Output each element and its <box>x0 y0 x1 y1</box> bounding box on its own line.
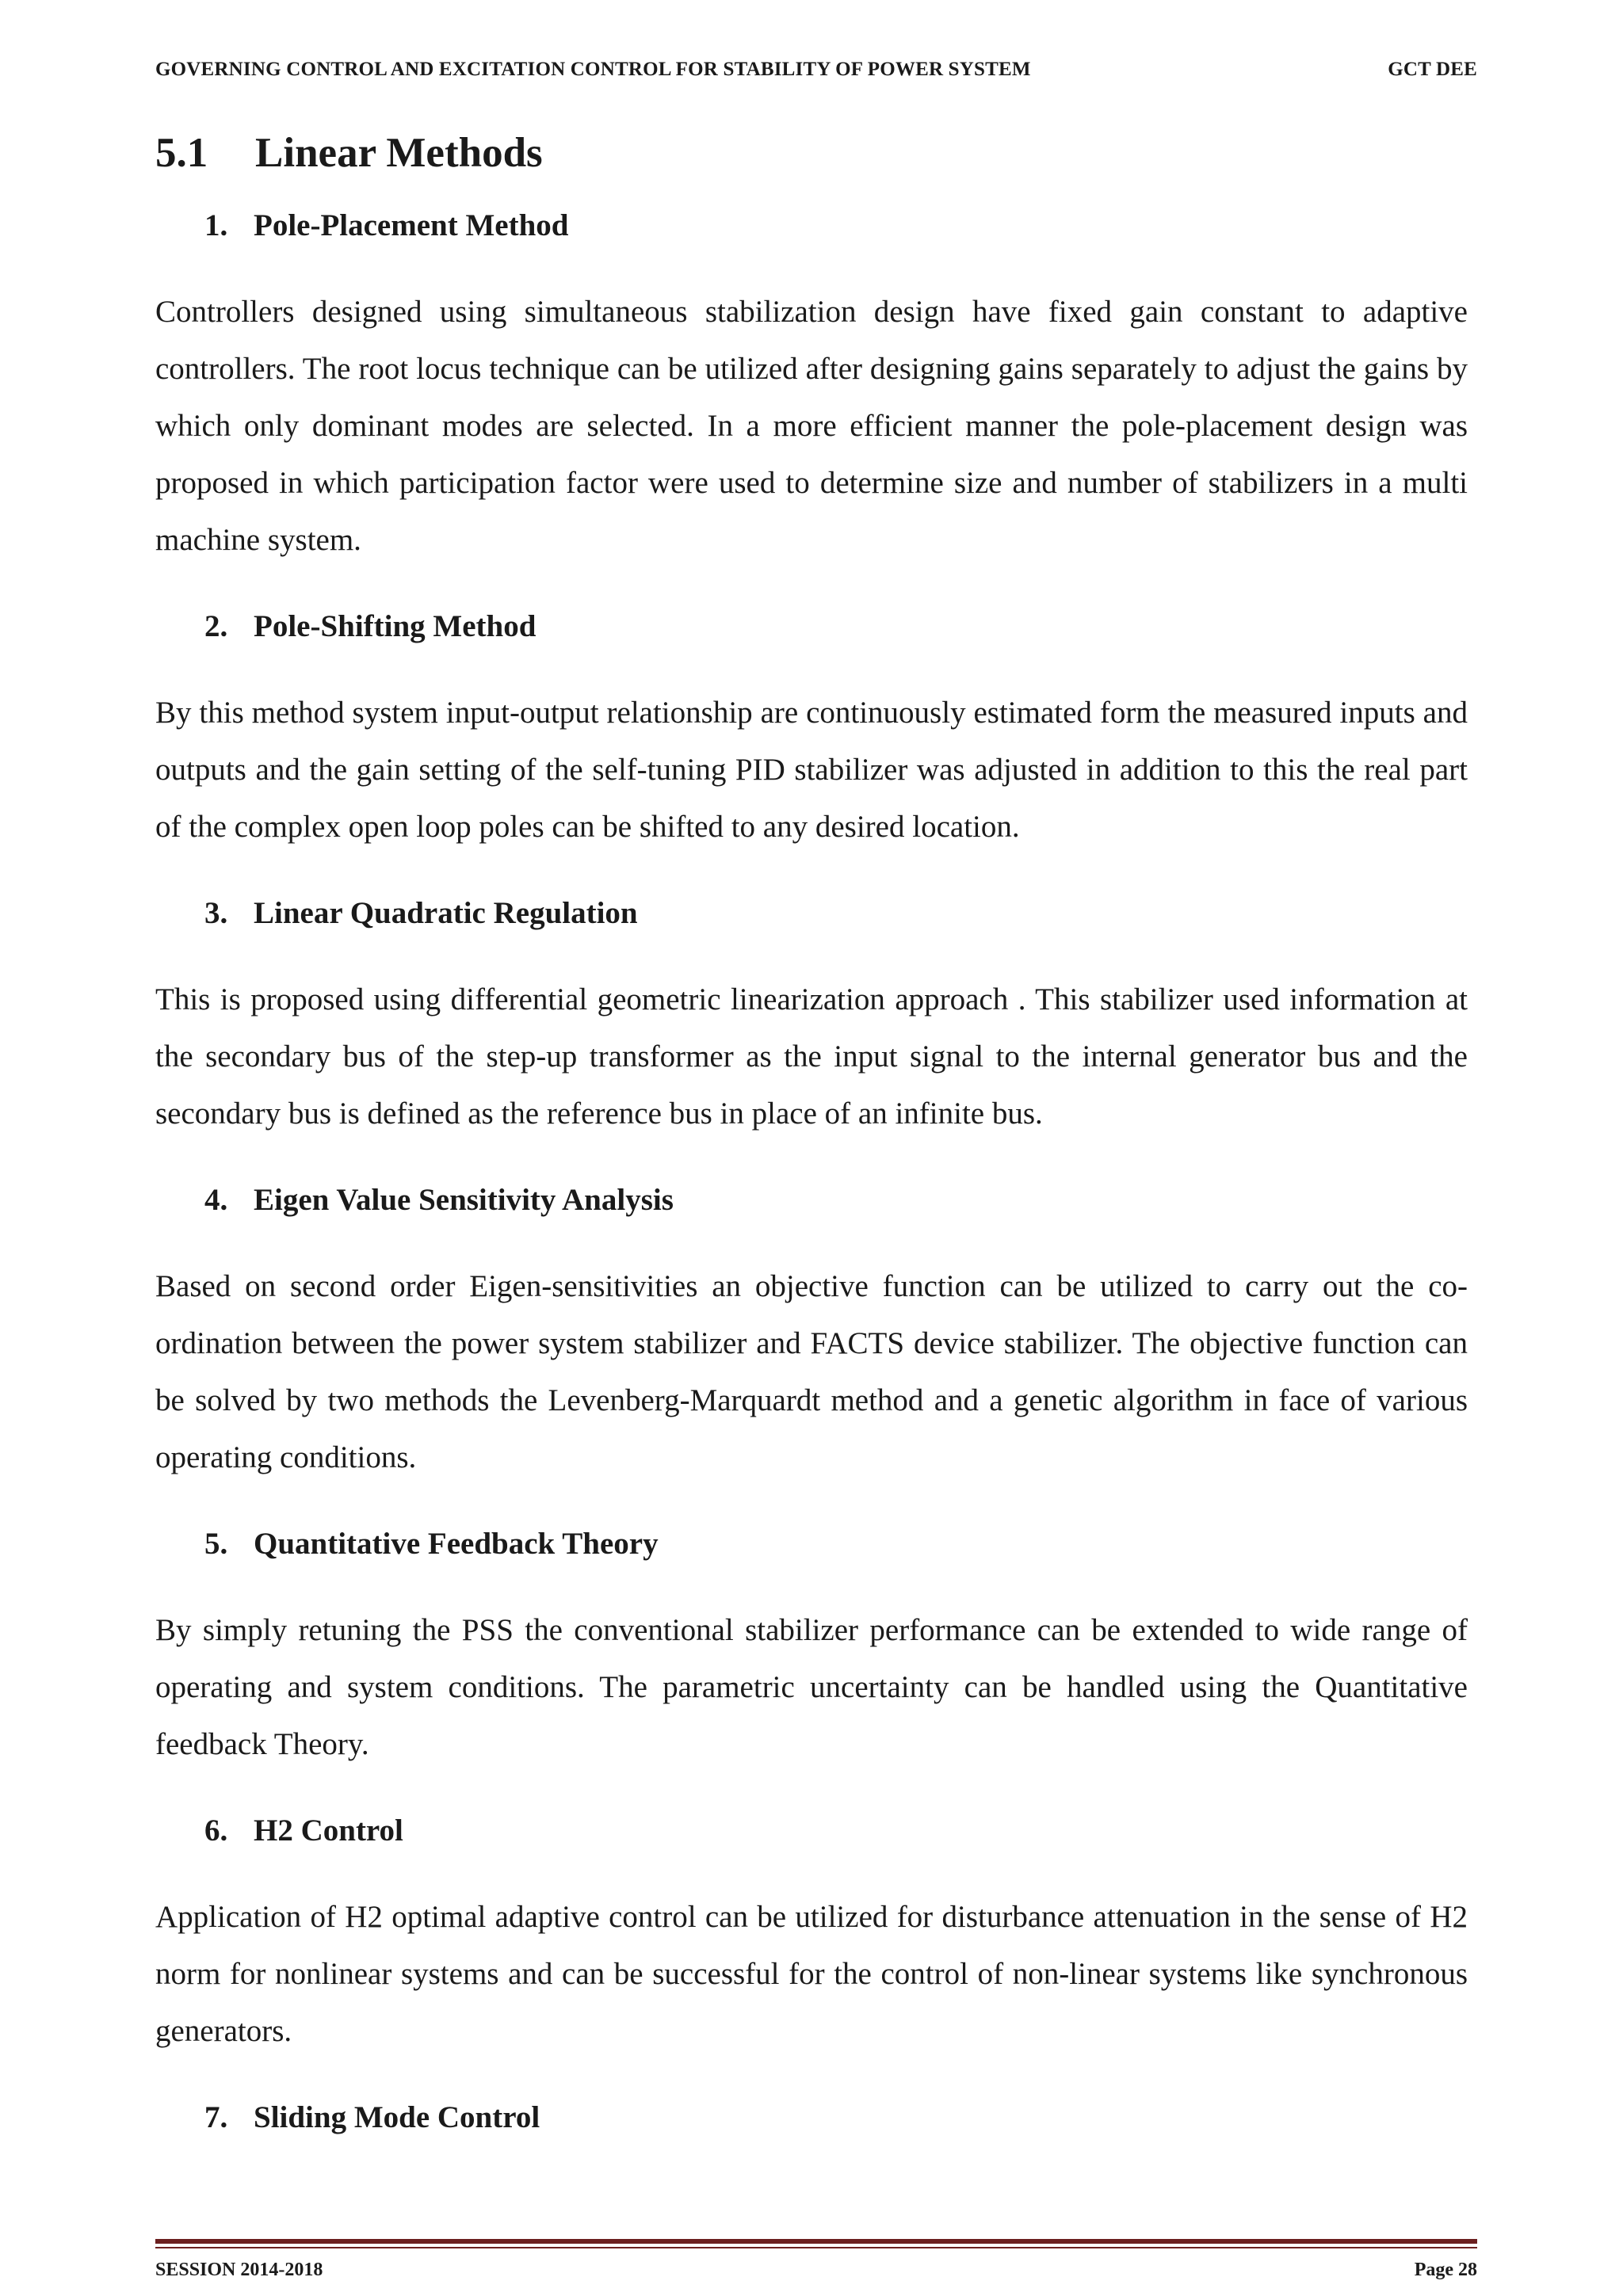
subsection-pole-placement <box>155 203 1468 569</box>
subsection-paragraph: This is proposed using differential geometric linearization approach . This stabilizer used information at the secondary bus of the step-up transformer as the input signal to the internal generator bus and the secondary bus is defined as the reference bus in place of an infinite bus. <box>155 982 1468 1131</box>
subsection-number: 2. <box>204 609 228 643</box>
subsection-heading <box>155 1177 1468 1223</box>
footer-divider-thick <box>155 2239 1477 2244</box>
subsection-title: Sliding Mode Control <box>254 2100 540 2134</box>
subsection-h2-control <box>155 1808 1468 2060</box>
subsection-title: Linear Quadratic Regulation <box>254 896 638 930</box>
subsection-title: H2 Control <box>254 1814 403 1848</box>
subsection-quantitative-feedback-theory <box>155 1521 1468 1773</box>
subsection-number: 7. <box>204 2100 228 2134</box>
footer-session: SESSION 2014-2018 <box>155 2260 323 2280</box>
subsection-paragraph: Controllers designed using simultaneous stabilization design have fixed gain constant to adaptive controllers. The root locus technique can be utilized after designing gains separately to adjust the gains by which only dominant modes are selected. In a more efficient manner the pole-placement design was proposed in which participation factor were used to determine size and number of stabilizers in a multi machine system. <box>155 295 1468 557</box>
section-title: Linear Methods <box>255 130 543 176</box>
page-footer <box>155 2260 1477 2281</box>
section-number: 5.1 <box>155 130 208 176</box>
subsection-heading <box>155 1808 1468 1854</box>
subsection-paragraph: Application of H2 optimal adaptive control can be utilized for disturbance attenuation in the sense of H2 norm for nonlinear systems and can be successful for the control of non-linear systems like synchronous generators. <box>155 1900 1468 2048</box>
subsection-pole-shifting <box>155 604 1468 856</box>
subsection-number: 5. <box>204 1527 228 1561</box>
subsection-paragraph: By simply retuning the PSS the conventional stabilizer performance can be extended to wide range of operating and system conditions. The parametric uncertainty can be handled using the Quantitative feedback Theory. <box>155 1613 1468 1761</box>
subsection-number: 6. <box>204 1814 228 1848</box>
subsection-heading <box>155 2095 1468 2141</box>
subsection-sliding-mode-control <box>155 2095 1468 2141</box>
subsection-number: 3. <box>204 896 228 930</box>
header-title: GOVERNING CONTROL AND EXCITATION CONTROL FOR STABILITY OF POWER SYSTEM <box>155 59 1031 80</box>
subsection-heading <box>155 604 1468 650</box>
footer-divider-thin <box>155 2247 1477 2248</box>
subsection-heading <box>155 203 1468 249</box>
page-header <box>155 59 1477 81</box>
subsection-number: 1. <box>204 208 228 242</box>
subsection-title: Pole-Shifting Method <box>254 609 537 643</box>
subsection-number: 4. <box>204 1183 228 1217</box>
page-content <box>155 203 1468 2176</box>
subsection-title: Quantitative Feedback Theory <box>254 1527 659 1561</box>
subsection-title: Pole-Placement Method <box>254 208 569 242</box>
subsection-linear-quadratic-regulation <box>155 891 1468 1142</box>
subsection-heading <box>155 1521 1468 1567</box>
footer-page-number: Page 28 <box>1414 2260 1477 2280</box>
subsection-paragraph: Based on second order Eigen-sensitivities an objective function can be utilized to carry out the co-ordination between the power system stabilizer and FACTS device stabilizer. The objective function can be solved by two methods the Levenberg-Marquardt method and a genetic algorithm in face of various operating conditions. <box>155 1269 1468 1474</box>
header-department: GCT DEE <box>1388 59 1477 80</box>
subsection-paragraph: By this method system input-output relationship are continuously estimated form the measured inputs and outputs and the gain setting of the self-tuning PID stabilizer was adjusted in addition to this the real part of the complex open loop poles can be shifted to any desired location. <box>155 696 1468 844</box>
section-heading <box>155 128 543 179</box>
subsection-eigen-value-sensitivity <box>155 1177 1468 1486</box>
subsection-title: Eigen Value Sensitivity Analysis <box>254 1183 674 1217</box>
subsection-heading <box>155 891 1468 936</box>
